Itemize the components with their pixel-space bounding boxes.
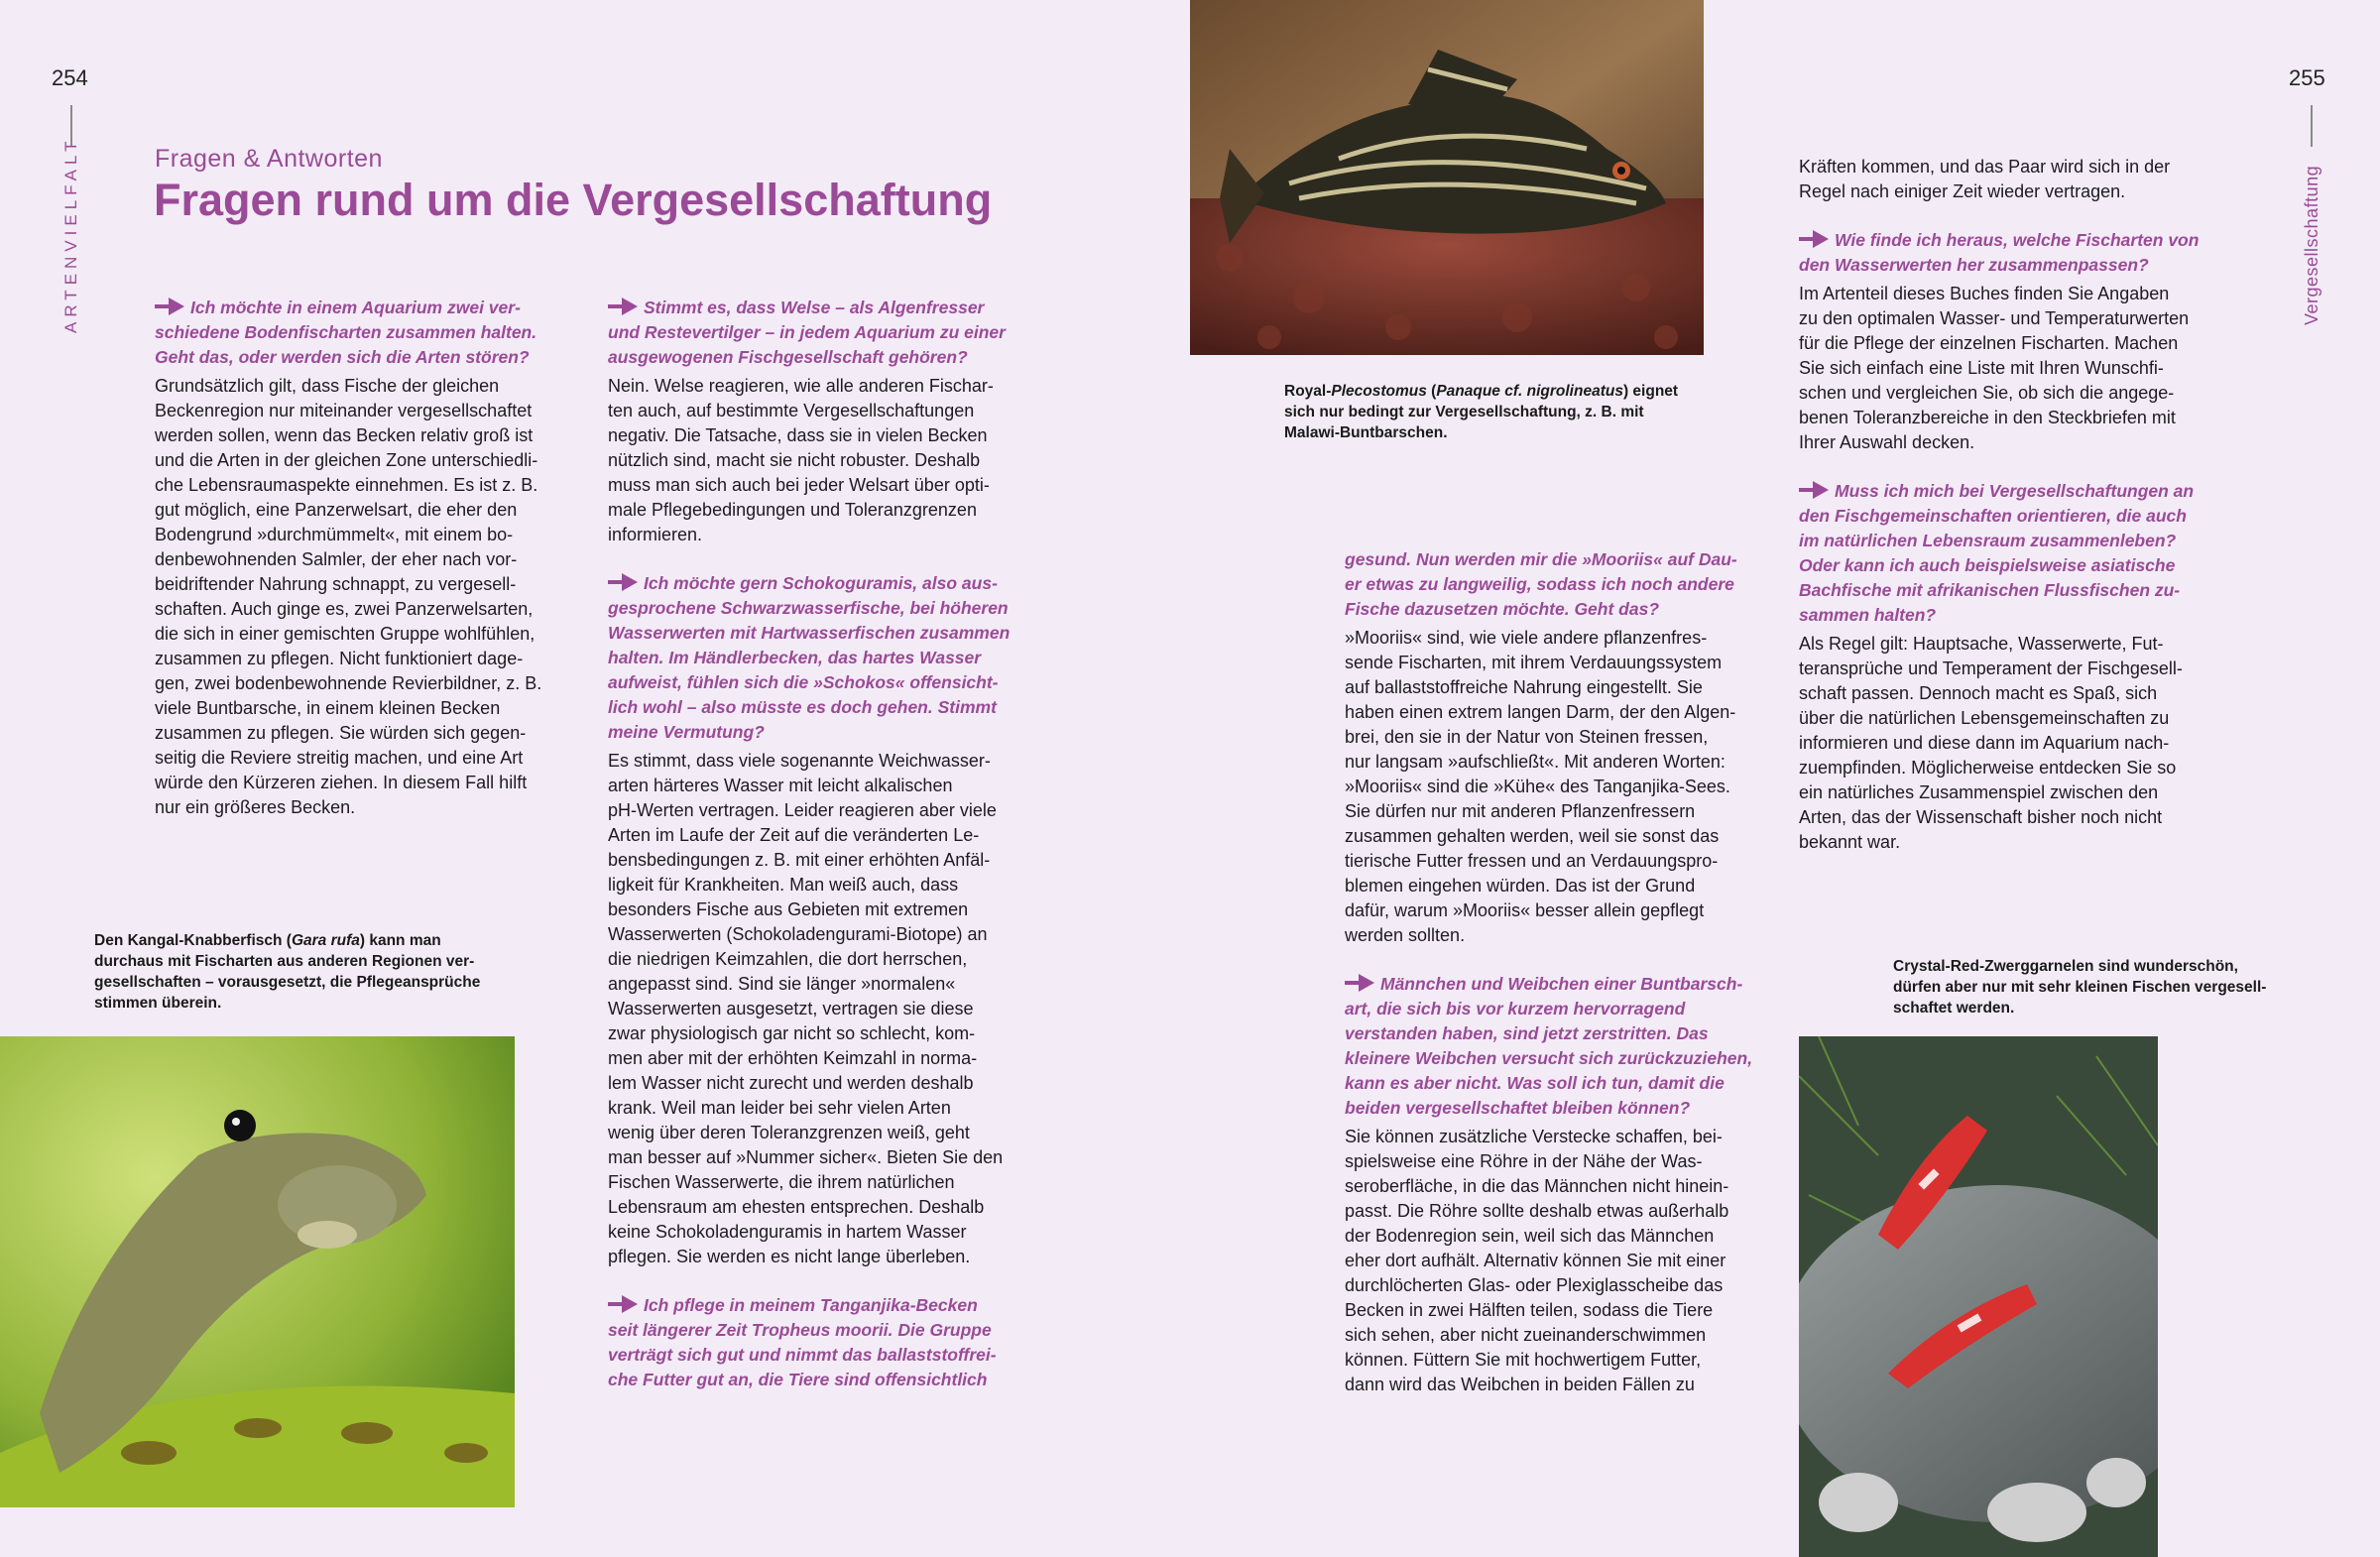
photo-crystal-red-shrimp [1799,1036,2158,1557]
answer: Grundsätzlich gilt, dass Fische der gleichen Beckenregion nur miteinander vergesellschaftet werden sollen, wenn das Becken relativ groß ist und die Arten in der gleichen Zone unterschiedli- che Lebensraumaspekte einnehmen. Es ist z. B. gut möglich, eine Panzerwelsart, die eher den Bodengrund »durchmümmelt«, mit einem bo- denbewohnenden Salmler, der eher nach vor- beidriftender Nahrung schnappt, zu vergesell- schaften. Auch ginge es, zwei Panzerwelsarten, die sich in einer gemischten Gruppe wohlfühlen, zusammen zu pflegen. Nicht funktioniert dage- gen, zwei bodenbewohnende Revierbildner, z. B. viele Buntbarsche, in einem kleinen Becken zusammen zu pflegen. Sie würden sich gegen- seitig die Reviere streitig machen, und eine Art würde den Kürzeren ziehen. In diesem Fall hilft nur ein größeres Becken. [155,376,542,817]
question: Ich möchte gern Schokoguramis, also aus- gesprochene Schwarzwasserfische, bei höheren Wasserwerten mit Hartwasserfischen zusammen halten. Im Händlerbecken, das hartes Wasser aufweist, fühlen sich die »Schokos« offensicht- lich wohl – also müsste es doch gehen. Stimmt meine Vermutung? [608,573,1011,742]
column-1 [155,296,591,844]
answer: Es stimmt, dass viele sogenannte Weichwasser- arten härteres Wasser mit leicht alkalischen pH-Werten vertragen. Leider reagieren aber viele Arten im Laufe der Zeit auf die veränderten Le- bensbedingungen z. B. mit einer erhöhten Anfäl- ligkeit für Krankheiten. Man weiß auch, dass besonders Fische aus Gebieten mit extremen Wasserwerten (Schokoladengurami-Biotope) an die niedrigen Keimzahlen, die dort herrschen, angepasst sind. Sind sie länger »normalen« Wasserwerten ausgesetzt, vertragen sie diese zwar physiologisch gar nicht so schlecht, kom- men aber mit der erhöhten Keimzahl in norma- lem Wasser nicht zurecht und werden deshalb krank. Weil man leider bei sehr vielen Arten wenig über deren Toleranzgrenzen weiß, geht man besser auf »Nummer sicher«. Bieten Sie den Fischen Wasserwerte, die ihrem natürlichen Lebensraum am ehesten entsprechen. Deshalb keine Schokoladenguramis in hartem Wasser pflegen. Sie werden es nicht lange überleben. [608,751,1004,1266]
arrow-right-icon [608,573,638,591]
question-continued: gesund. Nun werden mir die »Mooriis« auf Dau- er etwas zu langweilig, sodass ich noch andere Fische dazusetzen möchte. Geht das? [1345,549,1737,619]
caption-kangal: Den Kangal-Knabberfisch (Gara rufa) kann man durchaus mit Fischarten aus anderen Regionen ver- gesellschaften – vorausgesetzt, die Pflegeansprüche stimmen überein. [94,932,481,1012]
section-label-right: Vergesellschaftung [2302,165,2321,325]
column-3 [1345,547,1781,1421]
arrow-right-icon [1799,230,1829,248]
question: Ich möchte in einem Aquarium zwei ver- schiedene Bodenfischarten zusammen halten. Geht das, oder werden sich die Arten stören? [155,298,537,367]
caption-shrimp: Crystal-Red-Zwerggarnelen sind wunderschön, dürfen aber nur mit sehr kleinen Fischen vergesell- schaftet werden. [1893,958,2267,1017]
arrow-right-icon [155,298,184,315]
page-number-right: 255 [2289,65,2325,90]
question: Muss ich mich bei Vergesellschaftungen an den Fischgemeinschaften orientieren, die auch im natürlichen Lebensraum zusammenleben? Oder kann ich auch beispielsweise asiatische Bachfische mit afrikanischen Flussfischen zu- sammen halten? [1799,481,2195,625]
section-label-left: ARTENVIELFALT [61,136,80,333]
divider-right [2311,105,2313,147]
answer: Als Regel gilt: Hauptsache, Wasserwerte, Fut- teransprüche und Temperament der Fischgesell- schaft passen. Dennoch macht es Spaß, sich über die natürlichen Lebensgemeinschaften zu informieren und diese dann im Aquarium nach- zuempfinden. Möglicherweise entdecken Sie so ein natürliches Zusammenspiel zwischen den Arten, das der Wissenschaft bisher noch nicht bekannt war. [1799,634,2183,852]
answer: Im Artenteil dieses Buches finden Sie Angaben zu den optimalen Wasser- und Temperaturwerten für die Pflege der einzelnen Fischarten. Machen Sie sich einfach eine Liste mit Ihren Wunschfi- schen und vergleichen Sie, ob sich die angege- benen Toleranzbereiche in den Steckbriefen mit Ihrer Auswahl decken. [1799,284,2190,452]
section-subtitle: Fragen & Antworten [155,145,383,173]
arrow-right-icon [1799,481,1829,499]
question: Ich pflege in meinem Tanganjika-Becken seit längerer Zeit Tropheus moorii. Die Gruppe verträgt sich gut und nimmt das ballaststoffrei- che Futter gut an, die Tiere sind offensichtlich [608,1295,997,1389]
question: Stimmt es, dass Welse – als Algenfresser und Restevertilger – in jedem Aquarium zu einer ausgewogenen Fischgesellschaft gehören? [608,298,1006,367]
column-2 [608,296,1044,1396]
arrow-right-icon [1345,974,1374,992]
question: Männchen und Weibchen einer Buntbarsch- art, die sich bis vor kurzem hervorragend verstanden haben, sind jetzt zerstritten. Das kleinere Weibchen versucht sich zurückzuziehen, kann es aber nicht. Was soll ich tun, damit die beiden vergesellschaftet bleiben können? [1345,974,1753,1118]
caption-plecostomus: Royal-Plecostomus (Panaque cf. nigrolineatus) eignet sich nur bedingt zur Vergesellschaftung, z. B. mit Malawi-Buntbarschen. [1284,383,1679,441]
answer-continued: Kräften kommen, und das Paar wird sich in der Regel nach einiger Zeit wieder vertragen. [1799,157,2171,201]
page-number-left: 254 [52,65,88,90]
arrow-right-icon [608,298,638,315]
question: Wie finde ich heraus, welche Fischarten von den Wasserwerten her zusammenpassen? [1799,230,2200,275]
photo-kangal-knabberfisch [0,1036,515,1507]
answer: »Mooriis« sind, wie viele andere pflanzenfres- sende Fischarten, mit ihrem Verdauungssystem auf ballaststoffreiche Nahrung eingestellt. Sie haben einen extrem langen Darm, der den Algen- brei, den sie in der Natur von Steinen fressen, nur langsam »aufschließt«. Mit anderen Worten: »Mooriis« sind die »Kühe« des Tanganjika-Sees. Sie dürfen nur mit anderen Pflanzenfressern zusammen gehalten werden, weil sie sonst das tierische Futter fressen und an Verdauungspro- blemen eingehen würden. Das ist der Grund dafür, warum »Mooriis« besser allein gepflegt werden sollten. [1345,628,1736,945]
answer: Nein. Welse reagieren, wie alle anderen Fischar- ten auch, auf bestimmte Vergesellschaftungen negativ. Die Tatsache, dass sie in vielen Becken nützlich sind, macht sie nicht robuster. Deshalb muss man sich auch bei jeder Welsart über opti- male Pflegebedingungen und Toleranzgrenzen informieren. [608,376,994,544]
answer: Sie können zusätzliche Verstecke schaffen, bei- spielsweise eine Röhre in der Nähe der Was- seroberfläche, in die das Männchen nicht hinein- passt. Die Röhre sollte deshalb etwas außerhalb der Bodenregion sein, weil sich das Männchen eher dort aufhält. Alternativ können Sie mit einer durchlöcherten Glas- oder Plexiglasscheibe das Becken in zwei Hälften teilen, sodass die Tiere sich sehen, aber nicht zueinanderschwimmen können. Füttern Sie mit hochwertigem Futter, dann wird das Weibchen in beiden Fällen zu [1345,1127,1729,1394]
photo-royal-plecostomus [1190,0,1704,355]
arrow-right-icon [608,1295,638,1313]
column-4 [1799,155,2235,879]
page-title: Fragen rund um die Vergesellschaftung [154,175,993,225]
